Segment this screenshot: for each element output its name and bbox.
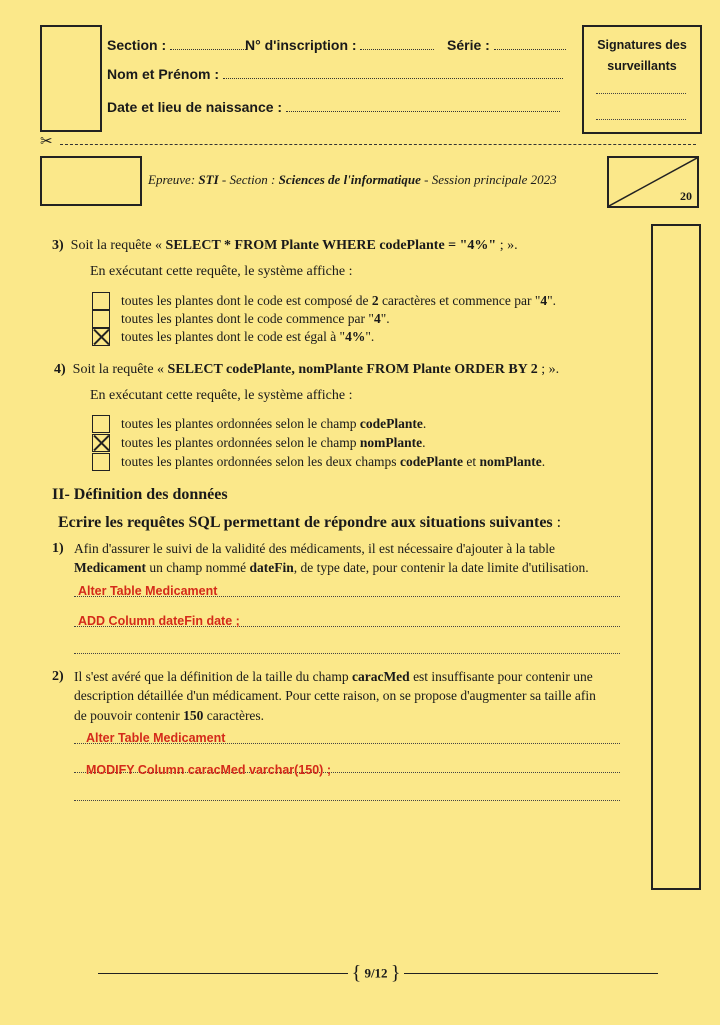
q4-option-2: toutes les plantes ordonnées selon le champ nomPlante. bbox=[121, 435, 426, 450]
p2-answer-2: MODIFY Column caracMed varchar(150) ; bbox=[86, 763, 331, 777]
q3-statement: 3) Soit la requête « SELECT * FROM Plante WHERE codePlante = "4%" ; ». bbox=[52, 238, 518, 253]
q3-option-1-checkbox[interactable] bbox=[92, 292, 110, 310]
q4-option-1: toutes les plantes ordonnées selon le champ codePlante. bbox=[121, 416, 427, 431]
date-lieu-field[interactable] bbox=[107, 99, 560, 115]
part2-subtitle: Ecrire les requêtes SQL permettant de répondre aux situations suivantes : bbox=[58, 514, 562, 531]
q4-option-2-checkbox[interactable] bbox=[92, 434, 110, 452]
scissors-icon: ✂ bbox=[40, 134, 53, 150]
p1-answer-1: Alter Table Medicament bbox=[78, 584, 218, 598]
cut-line bbox=[60, 144, 696, 145]
footer-line-right bbox=[404, 973, 658, 974]
p1-line1: Afin d'assurer le suivi de la validité des médicaments, il est nécessaire d'ajouter à la table bbox=[74, 541, 555, 556]
p2-answer-line-3[interactable] bbox=[74, 800, 620, 801]
part2-title: II- Définition des données bbox=[52, 486, 228, 503]
nom-prenom-field[interactable] bbox=[107, 66, 563, 82]
q3-intro: En exécutant cette requête, le système affiche : bbox=[90, 264, 353, 279]
inscription-field[interactable] bbox=[245, 37, 434, 53]
p1-number: 1) bbox=[52, 541, 64, 556]
signatures-label: Signatures des surveillants bbox=[597, 38, 687, 73]
q3-option-1: toutes les plantes dont le code est composé de 2 caractères et commence par "4". bbox=[121, 293, 556, 308]
section-label: Section : bbox=[107, 37, 167, 53]
serie-label: Série : bbox=[447, 37, 490, 53]
exam-info: Epreuve: STI - Section : Sciences de l'informatique - Session principale 2023 bbox=[148, 172, 557, 187]
page-number: { 9/12 } bbox=[351, 962, 401, 984]
score-max: 20 bbox=[680, 189, 692, 203]
p2-line2: description détaillée d'un médicament. Pour cette raison, on se propose d'augmenter sa taille afin bbox=[74, 688, 596, 703]
q3-option-2: toutes les plantes dont le code commence par "4". bbox=[121, 311, 390, 326]
margin-box bbox=[651, 224, 701, 890]
score-box bbox=[607, 156, 699, 208]
footer-line-left bbox=[98, 973, 348, 974]
q4-option-3-checkbox[interactable] bbox=[92, 453, 110, 471]
p1-line2: Medicament un champ nommé dateFin, de type date, pour contenir la date limite d'utilisation. bbox=[74, 560, 589, 575]
inscription-label: N° d'inscription : bbox=[245, 37, 357, 53]
signatures-box bbox=[582, 25, 702, 134]
code-box bbox=[40, 156, 142, 206]
nom-prenom-label: Nom et Prénom : bbox=[107, 66, 220, 82]
p2-line3: de pouvoir contenir 150 caractères. bbox=[74, 708, 265, 723]
q4-option-3: toutes les plantes ordonnées selon les deux champs codePlante et nomPlante. bbox=[121, 454, 546, 469]
p1-answer-2: ADD Column dateFin date ; bbox=[78, 614, 240, 628]
p2-answer-1: Alter Table Medicament bbox=[86, 731, 226, 745]
q4-statement: 4) Soit la requête « SELECT codePlante, nomPlante FROM Plante ORDER BY 2 ; ». bbox=[54, 362, 560, 377]
q3-option-3-checkbox[interactable] bbox=[92, 328, 110, 346]
candidate-photo-box bbox=[40, 25, 102, 132]
section-field[interactable] bbox=[107, 37, 246, 53]
p2-number: 2) bbox=[52, 669, 64, 684]
q4-option-1-checkbox[interactable] bbox=[92, 415, 110, 433]
q3-option-3: toutes les plantes dont le code est égal à "4%". bbox=[121, 329, 375, 344]
p1-answer-line-3[interactable] bbox=[74, 653, 620, 654]
serie-field[interactable] bbox=[447, 37, 566, 53]
q4-intro: En exécutant cette requête, le système affiche : bbox=[90, 388, 353, 403]
q3-option-2-checkbox[interactable] bbox=[92, 310, 110, 328]
date-lieu-label: Date et lieu de naissance : bbox=[107, 99, 283, 115]
p2-line1: Il s'est avéré que la définition de la taille du champ caracMed est insuffisante pour contenir une bbox=[74, 669, 593, 684]
